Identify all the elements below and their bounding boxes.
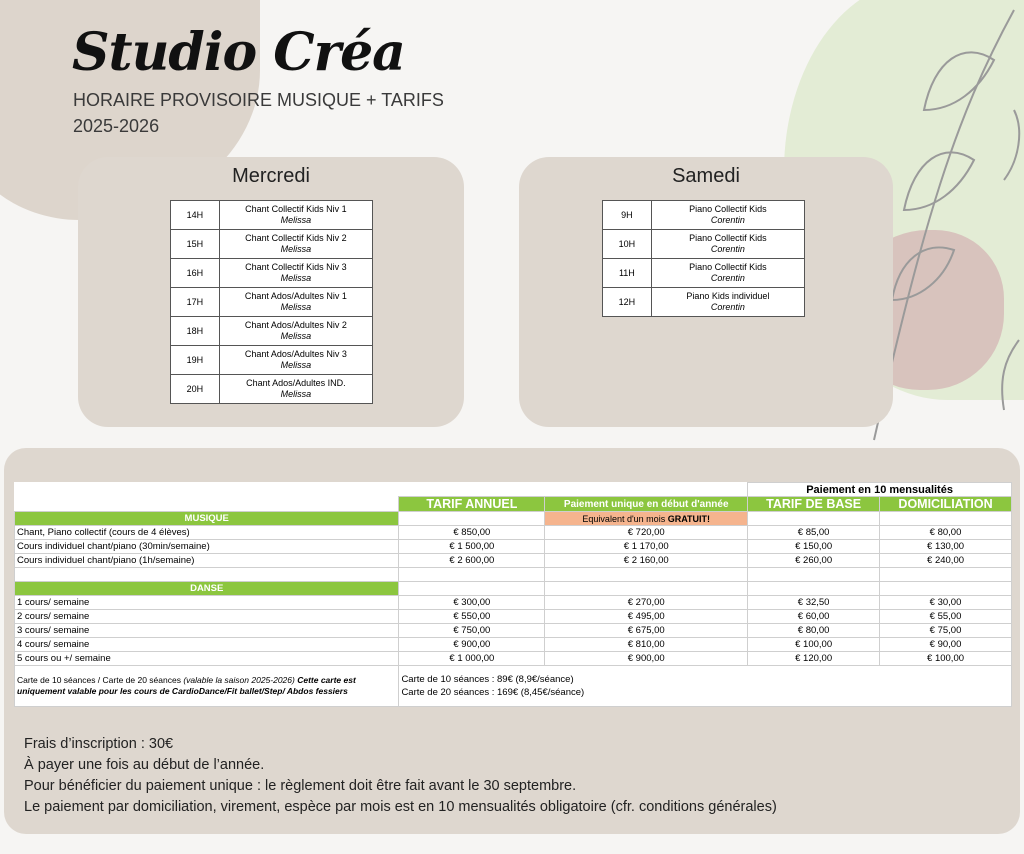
carte-values	[399, 666, 1012, 707]
schedule-hour: 16H	[171, 259, 220, 288]
schedule-teacher: Melissa	[280, 215, 312, 225]
table-row	[15, 582, 1012, 596]
price-domic: € 75,00	[880, 624, 1012, 638]
pricing-table	[14, 482, 1012, 707]
table-row	[603, 201, 805, 230]
schedule-course: Chant Ados/Adultes Niv 2	[244, 320, 347, 330]
price-domic: € 240,00	[880, 554, 1012, 568]
row-label: 5 cours ou +/ semaine	[15, 652, 399, 666]
price-annuel: € 2 600,00	[399, 554, 545, 568]
schedule-course-cell	[651, 201, 804, 230]
price-base: € 100,00	[748, 638, 880, 652]
table-row	[15, 554, 1012, 568]
table-row	[15, 483, 1012, 497]
table-row	[171, 230, 373, 259]
schedule-hour: 18H	[171, 317, 220, 346]
carte-description	[15, 666, 399, 707]
price-base: € 120,00	[748, 652, 880, 666]
schedule-hour: 15H	[171, 230, 220, 259]
row-label: Cours individuel chant/piano (30min/semaine)	[15, 540, 399, 554]
row-label: Chant, Piano collectif (cours de 4 élèves)	[15, 526, 399, 540]
schedule-teacher: Melissa	[280, 331, 312, 341]
schedule-teacher: Melissa	[280, 273, 312, 283]
gratuit-bold: GRATUIT!	[667, 513, 711, 524]
table-row	[171, 375, 373, 404]
schedule-teacher: Corentin	[710, 273, 745, 283]
price-base: € 85,00	[748, 526, 880, 540]
schedule-hour: 10H	[603, 230, 652, 259]
mercredi-title: Mercredi	[232, 165, 310, 187]
schedule-hour: 17H	[171, 288, 220, 317]
schedule-course-cell	[219, 201, 372, 230]
price-domic: € 100,00	[880, 652, 1012, 666]
table-row	[15, 624, 1012, 638]
subtitle-line-2: 2025-2026	[73, 116, 160, 136]
gratuit-note	[545, 512, 748, 526]
table-row	[171, 317, 373, 346]
schedule-teacher: Melissa	[280, 302, 312, 312]
samedi-card	[519, 157, 893, 427]
table-row	[15, 512, 1012, 526]
schedule-hour: 12H	[603, 288, 652, 317]
notes-block	[24, 734, 777, 818]
table-row	[15, 596, 1012, 610]
schedule-course: Chant Collectif Kids Niv 1	[245, 204, 347, 214]
price-unique: € 2 160,00	[545, 554, 748, 568]
schedule-course-cell	[219, 346, 372, 375]
price-base: € 260,00	[748, 554, 880, 568]
carte-20: Carte de 20 séances : 169€ (8,45€/séance)	[401, 687, 585, 698]
carte-desc-2: (valable la saison 2025-2026)	[183, 675, 298, 685]
col-header-base: TARIF DE BASE	[748, 497, 880, 512]
price-annuel: € 850,00	[399, 526, 545, 540]
schedule-teacher: Melissa	[280, 360, 312, 370]
price-domic: € 55,00	[880, 610, 1012, 624]
mercredi-card	[78, 157, 464, 427]
section-danse: DANSE	[15, 582, 399, 596]
carte-desc-3: Cette carte est uniquement valable pour les cours de CardioDance/Fit ballet/Step/ Abdos fessiers	[17, 675, 356, 696]
schedule-course-cell	[651, 230, 804, 259]
schedule-teacher: Melissa	[280, 389, 312, 399]
schedule-course: Piano Collectif Kids	[689, 204, 767, 214]
table-row	[603, 288, 805, 317]
price-unique: € 270,00	[545, 596, 748, 610]
schedule-teacher: Melissa	[280, 244, 312, 254]
price-unique: € 810,00	[545, 638, 748, 652]
schedule-hour: 9H	[603, 201, 652, 230]
col-header-domiciliation: DOMICILIATION	[880, 497, 1012, 512]
carte-10: Carte de 10 séances : 89€ (8,9€/séance)	[401, 674, 574, 685]
price-annuel: € 1 500,00	[399, 540, 545, 554]
price-domic: € 90,00	[880, 638, 1012, 652]
schedule-course: Piano Collectif Kids	[689, 262, 767, 272]
table-row	[171, 288, 373, 317]
samedi-schedule-table	[602, 200, 805, 317]
schedule-hour: 11H	[603, 259, 652, 288]
subtitle-line-1: HORAIRE PROVISOIRE MUSIQUE + TARIFS	[73, 90, 444, 110]
schedule-course-cell	[219, 317, 372, 346]
price-domic: € 130,00	[880, 540, 1012, 554]
schedule-course: Chant Ados/Adultes IND.	[246, 378, 346, 388]
row-label: 2 cours/ semaine	[15, 610, 399, 624]
carte-desc-1: Carte de 10 séances / Carte de 20 séances	[17, 675, 184, 685]
row-label: 3 cours/ semaine	[15, 624, 399, 638]
price-annuel: € 300,00	[399, 596, 545, 610]
schedule-course: Piano Collectif Kids	[689, 233, 767, 243]
schedule-course: Chant Ados/Adultes Niv 3	[244, 349, 347, 359]
note-line: Le paiement par domiciliation, virement, espèce par mois est en 10 mensualités obligatoire (cfr. conditions générales)	[24, 799, 777, 815]
price-base: € 150,00	[748, 540, 880, 554]
price-unique: € 1 170,00	[545, 540, 748, 554]
price-annuel: € 1 000,00	[399, 652, 545, 666]
col-header-annuel: TARIF ANNUEL	[399, 497, 545, 512]
schedule-teacher: Corentin	[710, 215, 745, 225]
schedule-hour: 19H	[171, 346, 220, 375]
price-domic: € 80,00	[880, 526, 1012, 540]
col-header-unique: Paiement unique en début d'année	[545, 497, 748, 512]
row-label: 1 cours/ semaine	[15, 596, 399, 610]
schedule-hour: 14H	[171, 201, 220, 230]
page-title: Studio Créa	[72, 22, 405, 83]
schedule-course-cell	[651, 288, 804, 317]
row-label: 4 cours/ semaine	[15, 638, 399, 652]
price-unique: € 495,00	[545, 610, 748, 624]
mercredi-schedule-table	[170, 200, 373, 404]
samedi-title: Samedi	[672, 165, 740, 187]
schedule-course-cell	[219, 259, 372, 288]
table-row	[15, 666, 1012, 707]
schedule-course-cell	[651, 259, 804, 288]
schedule-teacher: Corentin	[710, 244, 745, 254]
table-row	[603, 230, 805, 259]
price-unique: € 675,00	[545, 624, 748, 638]
schedule-course-cell	[219, 230, 372, 259]
page-subtitle	[73, 87, 444, 139]
note-line: Frais d’inscription : 30€	[24, 736, 174, 752]
table-row	[171, 201, 373, 230]
note-line: Pour bénéficier du paiement unique : le règlement doit être fait avant le 30 septembre.	[24, 778, 577, 794]
schedule-course: Chant Collectif Kids Niv 2	[245, 233, 347, 243]
table-row	[15, 638, 1012, 652]
price-base: € 32,50	[748, 596, 880, 610]
price-annuel: € 900,00	[399, 638, 545, 652]
table-row	[171, 346, 373, 375]
gratuit-prefix: Equivalent d'un mois	[582, 513, 668, 524]
table-row	[171, 259, 373, 288]
note-line: À payer une fois au début de l’année.	[24, 757, 265, 773]
table-row	[15, 652, 1012, 666]
price-annuel: € 550,00	[399, 610, 545, 624]
schedule-course-cell	[219, 375, 372, 404]
schedule-course: Chant Ados/Adultes Niv 1	[244, 291, 347, 301]
price-unique: € 720,00	[545, 526, 748, 540]
price-base: € 80,00	[748, 624, 880, 638]
price-base: € 60,00	[748, 610, 880, 624]
schedule-course: Piano Kids individuel	[686, 291, 770, 301]
price-unique: € 900,00	[545, 652, 748, 666]
price-domic: € 30,00	[880, 596, 1012, 610]
section-musique: MUSIQUE	[15, 512, 399, 526]
schedule-teacher: Corentin	[710, 302, 745, 312]
table-row	[15, 610, 1012, 624]
row-label: Cours individuel chant/piano (1h/semaine)	[15, 554, 399, 568]
schedule-hour: 20H	[171, 375, 220, 404]
paiement-header: Paiement en 10 mensualités	[748, 483, 1012, 497]
table-row	[15, 568, 1012, 582]
schedule-course: Chant Collectif Kids Niv 3	[245, 262, 347, 272]
price-annuel: € 750,00	[399, 624, 545, 638]
table-row	[603, 259, 805, 288]
table-row	[15, 497, 1012, 512]
schedule-course-cell	[219, 288, 372, 317]
table-row	[15, 540, 1012, 554]
table-row	[15, 526, 1012, 540]
